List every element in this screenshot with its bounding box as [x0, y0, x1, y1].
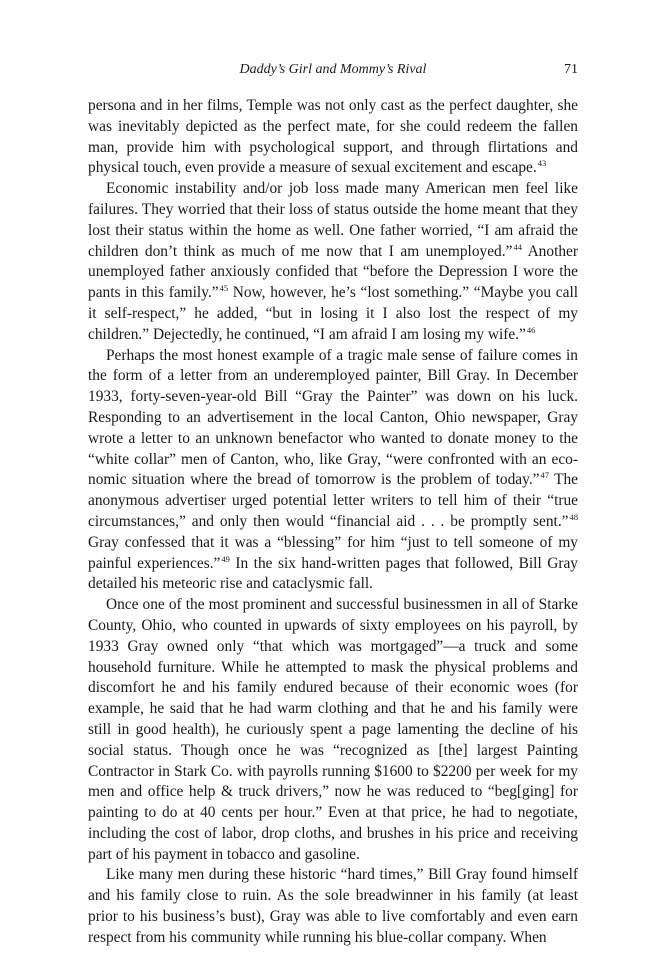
footnote-marker: 47: [540, 470, 549, 481]
text-run: Gray confessed that it was a “blessing” for him “just to tell someone of my painful experiences.”: [88, 533, 578, 572]
paragraph: [88, 595, 578, 865]
body-text: [88, 96, 578, 949]
paragraph: [88, 865, 578, 948]
footnote-marker: 43: [537, 158, 547, 169]
text-run: In the six hand-written pages that followed, Bill Gray detailed his meteoric rise and cataclysmic fall.: [88, 554, 578, 593]
footnote-marker: 48: [569, 511, 578, 522]
text-run: Once one of the most prominent and successful businessmen in all of Starke County, Ohio, who counted in upwards of sixty employees on his payroll, by 1933 Gray owned only “that which was mortgaged”—a truck and some household furniture. While he attempted to mask the physical problems and discomfort he and his family endured because of their economic woes (for example, he said that he had warm clothing and that he and his family were still in good health), he curiously spent a page lamenting the decline of his social status. Though once he was “recognized as [the] largest Painting Contractor in Stark Co. with payrolls running $1600 to $2200 per week for my men and office help & truck drivers,” now he was reduced to “beg[ging] for painting to do at 40 cents per hour.” Even at that price, he had to negotiate, including the cost of labor, drop cloths, and brushes in his price and receiving part of his payment in tobacco and gasoline.: [88, 596, 578, 863]
page-number: 71: [564, 62, 578, 77]
footnote-marker: 49: [221, 553, 230, 564]
text-run: Like many men during these historic “hard times,” Bill Gray found himself and his family close to ruin. As the sole breadwinner in his family (at least prior to his business’s bust), Gray was able to live comfortably and even earn respect from his community while running his blue-collar company. When: [88, 866, 578, 946]
paragraph: [88, 179, 578, 345]
text-run: Economic instability and/or job loss made many American men feel like failures. They worried that their loss of status outside the home meant that they lost their status within the home as well. One father worried, “I am afraid the children don’t think as much of me now that I am unemployed.”: [88, 180, 578, 260]
text-run: persona and in her films, Temple was not only cast as the perfect daughter, she was inevitably depicted as the perfect mate, for she could redeem the fallen man, provide him with psychological support, and through flirtations and physical touch, even provide a measure of sexual excitement and escape.: [88, 97, 578, 177]
footnote-marker: 46: [526, 324, 536, 335]
footnote-marker: 44: [513, 241, 522, 252]
paragraph: [88, 346, 578, 596]
paragraph: [88, 96, 578, 179]
page-header: [88, 62, 578, 84]
text-run: Another unemployed father anxiously confided that “before the Depression I wore the pants in this family.”: [88, 242, 578, 302]
running-head: Daddy’s Girl and Mommy’s Rival: [239, 62, 427, 77]
text-run: The anonymous advertiser urged potential letter writers to tell him of their “true circumstances,” and only then would “financial aid . . . be promptly sent.”: [88, 471, 579, 530]
footnote-marker: 45: [219, 283, 229, 294]
text-run: Perhaps the most honest example of a tragic male sense of failure comes in the form of a letter from an underemployed painter, Bill Gray. In December 1933, forty-seven-year-old Bill “Gray the Painter” was down on his luck. Responding to an advertisement in the local Canton, Ohio newspaper, Gray wrote a letter to an unknown benefactor who wanted to donate money to the “white collar” men of Canton, who, like Gray, “were confronted with an economic situation where the bread of tomorrow is the problem of today.”: [88, 346, 578, 489]
text-run: Now, however, he’s “lost something.” “Maybe you call it self-respect,” he added, “but in losing it I also lost the respect of my children.” Dejectedly, he continued, “I am afraid I am losing my wife.”: [88, 284, 578, 343]
